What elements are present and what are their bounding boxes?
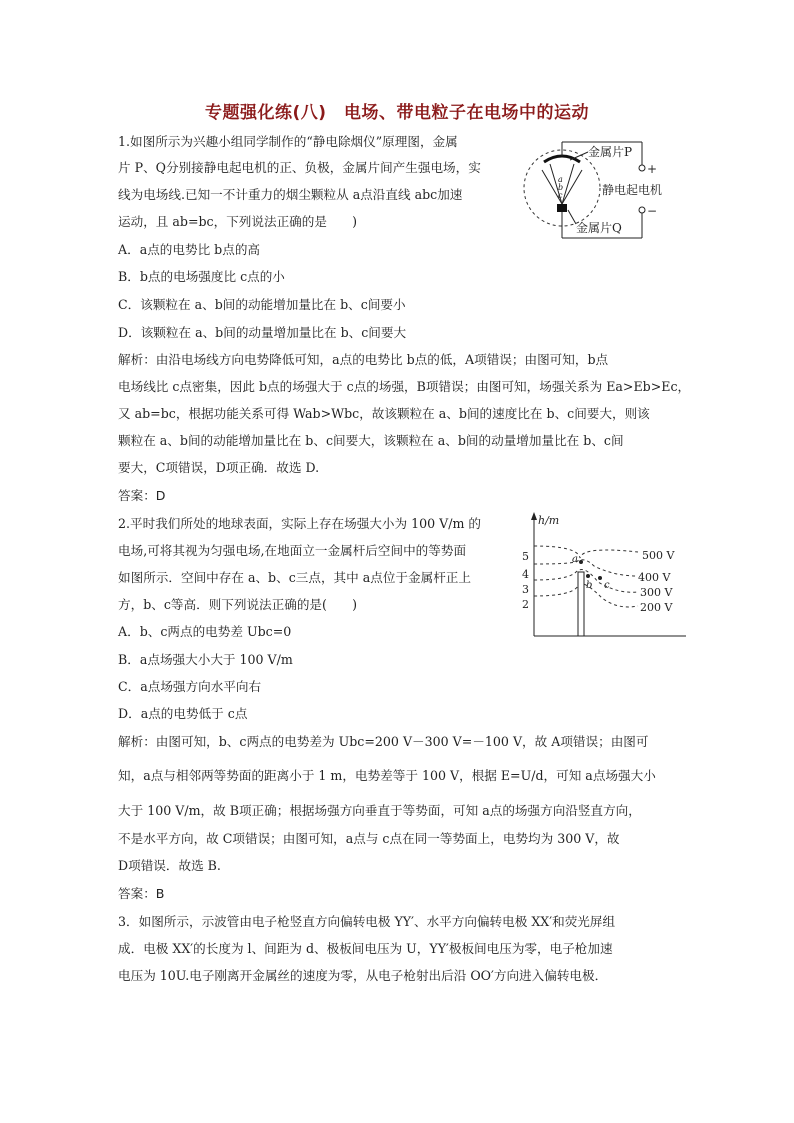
metal-plate-p [544,156,580,162]
tick-label: 4 [522,568,529,581]
point-c-label: c [558,191,563,200]
point-b-label: b [558,183,564,192]
leader-line [568,210,576,224]
negative-terminal [639,207,645,213]
q3-stem-line: 成．电极 XX′的长度为 l、间距为 d、极板间电压为 U，YY′极板间电压为零，电子枪加速 [118,941,613,956]
label-plate-q: 金属片Q [576,221,622,235]
leader-line [570,152,588,160]
q2-option-c: C．a点场强方向水平向右 [118,679,262,694]
q2-stem-line: 2.平时我们所处的地球表面，实际上存在场强大小为 100 V/m 的 [118,516,481,531]
q2-stem-line: 如图所示．空间中存在 a、b、c三点，其中 a点位于金属杆正上 [118,570,471,585]
q1-analysis-line: 颗粒在 a、b间的动能增加量比在 b、c间要大，该颗粒在 a、b间的动量增加量比在 b、c间 [118,433,624,448]
q1-analysis-line: 又 ab=bc，根据功能关系可得 Wab>Wbc，故该颗粒在 a、b间的速度比在 b、c间要大，则该 [118,406,650,421]
tick-label: 5 [522,550,529,563]
point-b [586,574,590,578]
axis-arrow-icon [531,512,537,520]
q1-stem-line: 线为电场线.已知一不计重力的烟尘颗粒从 a点沿直线 abc加速 [118,187,463,202]
q2-analysis-line: 知，a点与相邻两等势面的距离小于 1 m，电势差等于 100 V，根据 E=U/d，可知 a点场强大小 [118,768,656,783]
q2-stem-line: 电场,可将其视为匀强电场,在地面立一金属杆后空间中的等势面 [118,543,467,558]
level-label: 400 V [638,571,671,584]
q2-figure [518,506,694,642]
q2-analysis-line: 大于 100 V/m，故 B项正确；根据场强方向垂直于等势面，可知 a点的场强方向沿竖直方向， [118,803,641,818]
point-a-label: a [572,554,578,565]
label-machine: 静电起电机 [602,183,663,197]
tick-label: 3 [522,583,529,596]
minus-sign: − [647,204,658,218]
q1-option-c: C．该颗粒在 a、b间的动能增加量比在 b、c间要小 [118,297,406,312]
q1-analysis-line: 解析：由沿电场线方向电势降低可知，a点的电势比 b点的低，A项错误；由图可知，b点 [118,352,609,367]
q2-stem-line: 方，b、c等高．则下列说法正确的是( ) [118,597,358,612]
q2-option-d: D．a点的电势低于 c点 [118,706,248,721]
q2-option-a: A．b、c两点的电势差 Ubc=0 [118,624,292,639]
point-a-label: a [558,175,563,184]
q2-analysis-line: 解析：由图可知，b、c两点的电势差为 Ubc=200 V－300 V=－100 V，故 A项错误；由图可 [118,734,649,749]
page-title: 专题强化练(八) 电场、带电粒子在电场中的运动 [204,103,590,123]
tick-label: 2 [522,598,529,611]
positive-terminal [639,165,645,171]
field-line [562,164,574,204]
point-b-label: b [586,580,593,591]
metal-rod [578,572,584,636]
q3-stem-line: 电压为 10U.电子刚离开金属丝的速度为零，从电子枪射出后沿 OO′方向进入偏转电极． [118,968,608,983]
q1-stem-line: 1.如图所示为兴趣小组同学制作的“静电除烟仪”原理图，金属 [118,134,458,149]
q1-analysis-line: 电场线比 c点密集，因此 b点的场强大于 c点的场强，B项错误；由图可知，场强关系为 Ea>Eb>Ec， [118,379,691,394]
q1-answer: 答案：D [118,488,166,503]
plus-sign: + [647,162,658,176]
level-label: 500 V [642,549,675,562]
level-label: 200 V [640,601,673,614]
field-line [562,170,582,204]
q1-option-a: A．a点的电势比 b点的高 [118,242,261,257]
q2-analysis-line: 不是水平方向，故 C项错误；由图可知，a点与 c点在同一等势面上，电势均为 300 V，故 [118,831,620,846]
level-label: 300 V [640,586,673,599]
q2-answer: 答案：B [118,886,165,901]
q1-option-b: B．b点的电场强度比 c点的小 [118,269,285,284]
equipotential-500v [534,546,638,558]
point-c-label: c [604,580,610,591]
label-plate-p: 金属片P [588,145,633,159]
point-a [579,560,583,564]
q3-stem-line: 3．如图所示，示波管由电子枪竖直方向偏转电极 YY′、水平方向偏转电极 XX′和荧光屏组 [118,914,616,929]
metal-plate-q [557,204,567,212]
q1-stem-line: 运动，且 ab=bc，下列说法正确的是 ) [118,214,358,229]
q2-option-b: B．a点场强大小大于 100 V/m [118,652,293,667]
axis-label: h/m [538,514,560,527]
q1-stem-line: 片 P、Q分别接静电起电机的正、负极，金属片间产生强电场，实 [118,160,481,175]
point-c [598,576,602,580]
q2-analysis-line: D项错误．故选 B. [118,858,221,873]
q1-figure [514,132,684,250]
q1-option-d: D．该颗粒在 a、b间的动量增加量比在 b、c间要大 [118,325,407,340]
q1-analysis-line: 要大，C项错误，D项正确．故选 D. [118,460,320,475]
equipotential-400v [534,560,638,576]
